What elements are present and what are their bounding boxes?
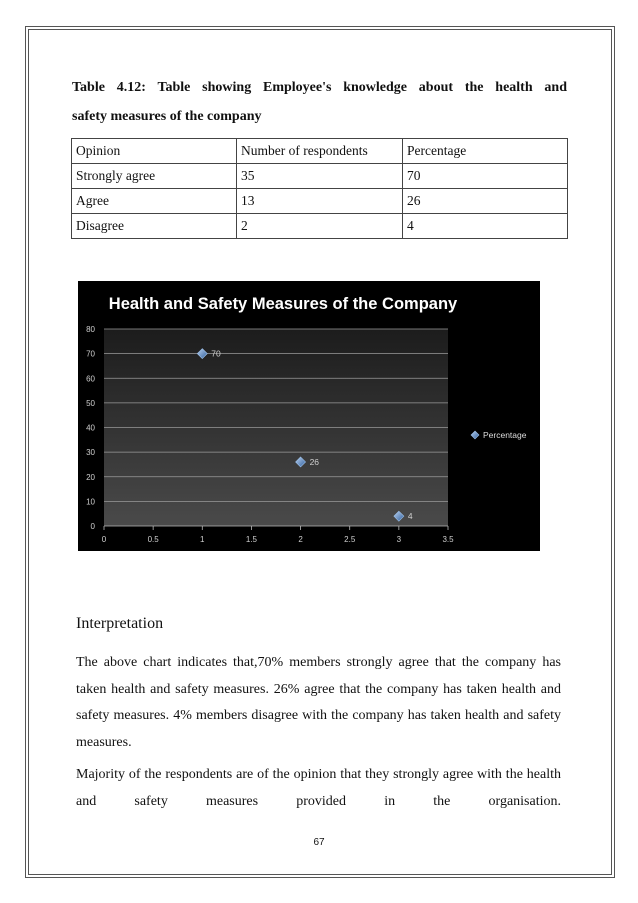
x-tick-label: 3.5 <box>442 535 454 544</box>
legend-diamond-icon <box>471 431 479 439</box>
table-header-row <box>72 139 568 164</box>
y-tick-label: 0 <box>90 522 95 531</box>
y-axis-ticks <box>86 325 95 531</box>
y-tick-label: 80 <box>86 325 95 334</box>
table-cell: Strongly agree <box>72 164 237 189</box>
respondents-table <box>71 138 568 239</box>
table-caption-line-2: safety measures of the company <box>72 109 262 124</box>
y-tick-label: 50 <box>86 398 95 408</box>
table-cell: 35 <box>237 164 403 189</box>
scatter-chart <box>78 281 540 551</box>
x-axis-ticks <box>102 526 454 544</box>
x-tick-label: 1 <box>200 535 205 544</box>
table-cell: 26 <box>403 189 568 214</box>
y-tick-label: 10 <box>86 497 95 507</box>
data-label: 70 <box>211 348 221 359</box>
table-cell: Agree <box>72 189 237 214</box>
chart-title: Health and Safety Measures of the Company <box>108 295 458 313</box>
table-header-cell: Opinion <box>72 139 237 164</box>
table-cell: 70 <box>403 164 568 189</box>
x-tick-label: 1.5 <box>245 535 257 544</box>
y-tick-label: 60 <box>86 374 95 384</box>
data-label: 4 <box>407 511 413 522</box>
x-tick-label: 0 <box>101 535 107 544</box>
table-row <box>72 214 568 239</box>
table-row <box>72 164 568 189</box>
y-tick-label: 70 <box>86 349 95 359</box>
y-tick-label: 30 <box>86 448 95 458</box>
interpretation-paragraph-2: Majority of the respondents are of the opinion that they strongly agree with the health and safety measures provided in the organisation. <box>76 767 561 809</box>
x-tick-label: 2 <box>298 535 303 544</box>
table-row <box>72 189 568 214</box>
page-number: 67 <box>313 837 325 848</box>
x-tick-label: 0.5 <box>147 535 159 544</box>
x-tick-label: 3 <box>396 535 402 544</box>
y-tick-label: 40 <box>86 423 95 433</box>
interpretation-paragraph-1: The above chart indicates that,70% members strongly agree that the company has taken health and safety measures. 26% agree that the company has taken health and safety measures. 4% members disagree with the company has taken health and safety measures. <box>76 655 561 750</box>
chart-canvas <box>78 281 540 551</box>
table-header-cell: Percentage <box>403 139 568 164</box>
data-label: 26 <box>309 456 320 467</box>
table-cell: 13 <box>237 189 403 214</box>
table-caption <box>72 73 567 131</box>
table-cell: 4 <box>403 214 568 239</box>
table-cell: 2 <box>237 214 403 239</box>
legend-label: Percentage <box>483 430 527 440</box>
table-caption-line-1: Table 4.12: Table showing Employee's knowledge about the health and <box>72 80 567 95</box>
table-header-cell: Number of respondents <box>237 139 403 164</box>
legend <box>471 430 527 440</box>
table-cell: Disagree <box>72 214 237 239</box>
y-tick-label: 20 <box>86 472 95 482</box>
interpretation-heading: Interpretation <box>76 615 164 632</box>
x-tick-label: 2.5 <box>344 535 356 544</box>
